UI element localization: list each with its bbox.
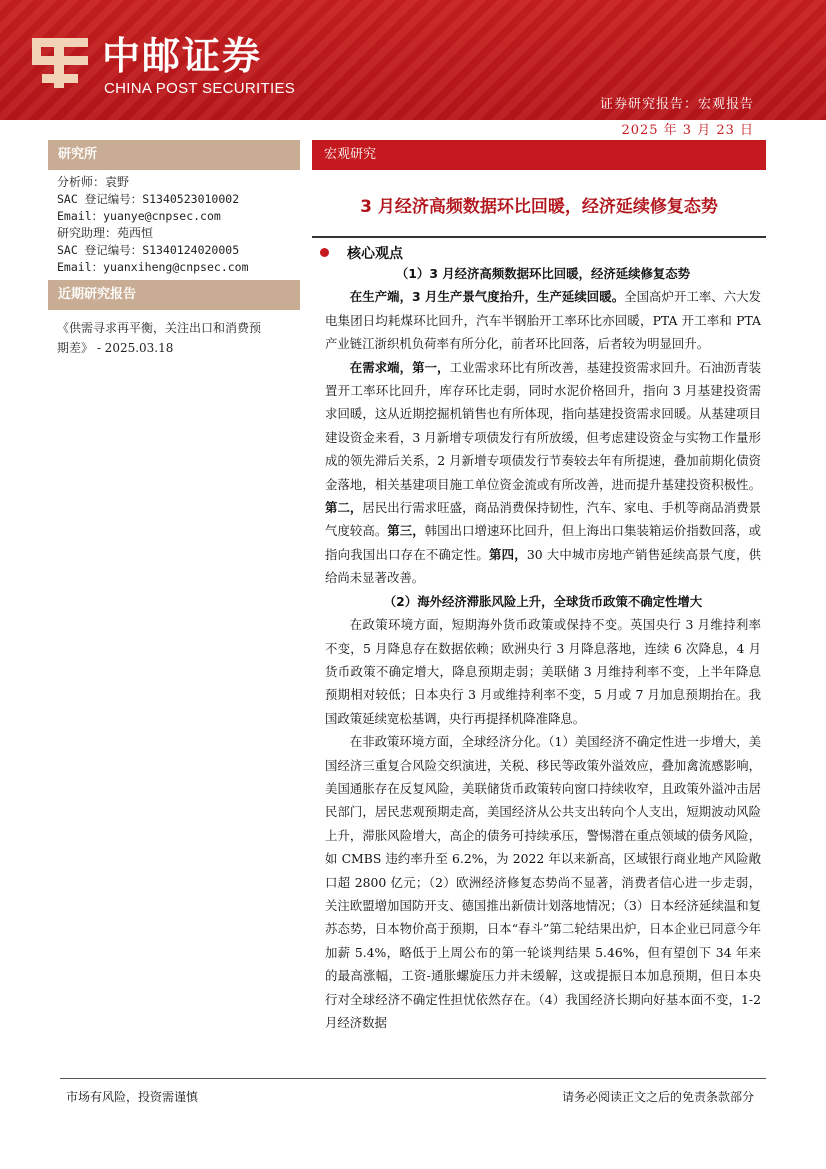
report-body <box>325 262 761 1034</box>
china-post-logo-icon <box>28 30 92 94</box>
analyst-name: 分析师：袁野 <box>57 175 130 189</box>
analyst-email[interactable]: Email：yuanye@cnpsec.com <box>57 209 221 223</box>
bullet-dot-icon <box>320 248 329 257</box>
section1-heading: （1）3 月经济高频数据环比回暖，经济延续修复态势 <box>395 266 691 281</box>
footer-disclaimer-note: 请务必阅读正文之后的免责条款部分 <box>561 1090 754 1104</box>
assistant-sac: SAC 登记编号：S1340124020005 <box>57 243 240 257</box>
recent-report-link[interactable]: 《供需寻求再平衡，关注出口和消费预 期差》 - 2025.03.18 <box>57 321 262 355</box>
paragraph-production: 在生产端，3 月生产景气度抬升，生产延续回暖。全国高炉开工率、六大发电集团日均耗煤环比回升，汽车半钢胎开工率环比亦回暖，PTA 开工率和 PTA 产业链江浙织机负荷率有所分化，前者环比回落，后者较为明显回升。 <box>325 289 762 352</box>
analyst-sac: SAC 登记编号：S1340523010002 <box>57 192 240 206</box>
report-title: 3 月经济高频数据环比回暖，经济延续修复态势 <box>360 197 718 217</box>
report-date: 2025 年 3 月 23 日 <box>621 123 754 138</box>
category-bar: 宏观研究 <box>312 140 766 170</box>
assistant-name: 研究助理：苑西恒 <box>57 226 154 240</box>
title-divider <box>312 236 766 238</box>
assistant-email[interactable]: Email：yuanxiheng@cnpsec.com <box>57 260 249 274</box>
paragraph-policy: 在政策环境方面，短期海外货币政策或保持不变。英国央行 3 月维持利率不变，5 月降息存在数据依赖；欧洲央行 3 月降息落地，连续 6 次降息，4 月货币政策不确定增大，降息预期走弱；美联储 3 月维持利率不变，上半年降息预期相对较低；日本央行 3 月或维持利率不变，5 月或 7 月加息预期抬在。我国政策延续宽松基调，央行再提择机降准降息。 <box>325 617 761 726</box>
core-heading: 核心观点 <box>320 243 403 263</box>
brand-name-cn: 中邮证券 <box>102 34 263 78</box>
section2-heading: （2）海外经济滞胀风险上升，全球货币政策不确定性增大 <box>383 593 703 609</box>
institute-title: 研究所 <box>48 140 300 170</box>
footer-risk-note: 市场有风险，投资需谨慎 <box>66 1090 199 1104</box>
report-type: 证券研究报告：宏观报告 <box>599 97 754 112</box>
recent-reports-title: 近期研究报告 <box>48 280 300 310</box>
header-banner <box>0 0 826 120</box>
analyst-info <box>57 174 249 276</box>
footer-divider <box>60 1078 766 1079</box>
paragraph-demand: 在需求端，第一，工业需求环比有所改善，基建投资需求回升。石油沥青装置开工率环比回升，库存环比走弱，同时水泥价格回升，指向 3 月基建投资需求回暖，这从近期挖掘机销售也有所体现，指向基建投资需求回暖。从基建项目建设资金来看，3 月新增专项债发行有所放缓，但考虑建设资金与实物工作量形成的领先滞后关系，2 月新增专项债发行节奏较去年有所提速，叠加前期化债资金落地，相关基建项目施工单位资金流或有所改善，进而提升基建投资积极性。第二，居民出行需求旺盛，商品消费保持韧性，汽车、家电、手机等商品消费景气度较高。第三，韩国出口增速环比回升，但上海出口集装箱运价指数回落，或指向我国出口存在不确定性。第四，30 大中城市房地产销售延续高景气度，供给尚未显著改善。 <box>325 359 762 586</box>
paragraph-non-policy: 在非政策环境方面，全球经济分化。（1）美国经济不确定性进一步增大，美国经济三重复合风险交织演进，关税、移民等政策外溢效应，叠加禽流感影响，美国通胀存在反复风险，美联储货币政策转向窗口持续收窄，且政策外溢冲击居民部门，居民悲观预期走高，美国经济从公共支出转向个人支出，短期波动风险上升，滞胀风险增大，高企的债务可持续承压，警惕潜在重点领域的债务风险，如 CMBS 违约率升至 6.2%，为 2022 年以来新高，区域银行商业地产风险敞口超 2800 亿元；（2）欧洲经济修复态势尚不显著，消费者信心进一步走弱，关注欧盟增加国防开支、德国推出新债计划落地情况；（3）日本经济延续温和复苏态势，日本物价高于预期，日本“春斗”第二轮结果出炉，日本企业已同意今年加薪 5.4%，略低于上周公布的第一轮谈判结果 5.46%，但有望创下 34 年来的最高涨幅，工资-通胀螺旋压力并未缓解，这或提振日本加息预期，但日本央行对全球经济不确定性担忧依然存在。（4）我国经济长期向好基本面不变，1-2 月经济数据 <box>325 734 761 1030</box>
brand-name-en: CHINA POST SECURITIES <box>104 80 296 97</box>
